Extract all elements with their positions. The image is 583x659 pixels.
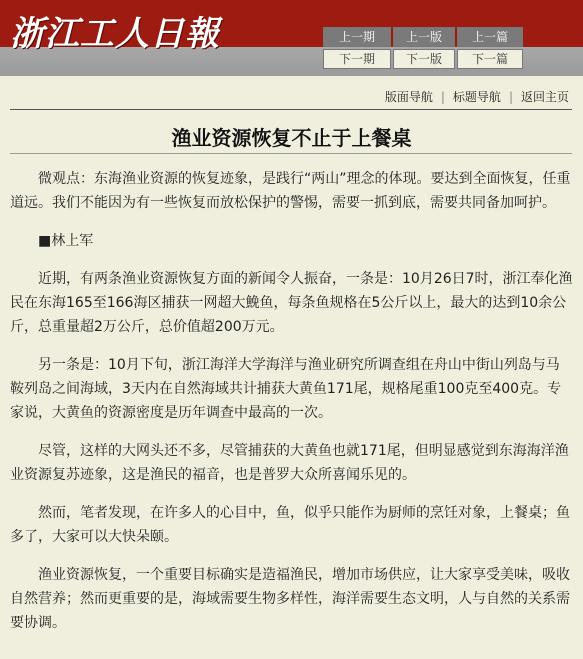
prev-issue-button[interactable]: 上一期 xyxy=(323,27,391,47)
issue-navigation xyxy=(323,27,523,71)
next-issue-button[interactable]: 下一期 xyxy=(323,49,391,69)
divider: | xyxy=(440,89,445,104)
prev-article-button[interactable]: 上一篇 xyxy=(457,27,523,47)
prev-page-button[interactable]: 上一版 xyxy=(393,27,455,47)
quick-links xyxy=(385,88,569,105)
title-nav-link[interactable]: 标题导航 xyxy=(452,90,501,104)
article-title: 渔业资源恢复不止于上餐桌 xyxy=(171,126,412,150)
article-body xyxy=(10,167,573,649)
article-paragraph: 近期，有两条渔业资源恢复方面的新闻令人振奋，一条是：10月26日7时，浙江奉化渔民在东海165至166海区捕获一网超大鮸鱼，每条鱼规格在5公斤以上，最大的达到10余公斤，总重量超2万公斤，总价值超200万元。 xyxy=(10,271,573,335)
newspaper-logo: 浙江工人日報 xyxy=(10,14,220,54)
article-paragraph: 另一条是：10月下旬，浙江海洋大学海洋与渔业研究所调查组在舟山中街山列岛与马鞍列岛之间海域，3天内在自然海域共计捕获大黄鱼171尾，规格尾重100克至400克。专家说，大黄鱼的资源密度是历年调查中最高的一次。 xyxy=(10,357,562,421)
next-page-button[interactable]: 下一版 xyxy=(393,49,455,69)
article-paragraph: 尽管，这样的大网头还不多，尽管捕获的大黄鱼也就171尾，但明显感觉到东海海洋渔业资源复苏迹象，这是渔民的福音，也是普罗大众所喜闻乐见的。 xyxy=(10,443,569,483)
article-paragraph: 微观点：东海渔业资源的恢复迹象，是践行“两山”理念的体现。要达到全面恢复，任重道远。我们不能因为有一些恢复而放松保护的警惕，需要一抓到底，需要共同备加呵护。 xyxy=(10,171,571,211)
header-divider xyxy=(10,109,572,110)
article-paragraph: 渔业资源恢复，一个重要目标确实是造福渔民，增加市场供应，让大家享受美味，吸收自然营养；然而更重要的是，海域需要生物多样性，海洋需要生态文明，人与自然的关系需要协调。 xyxy=(10,567,570,631)
author-byline: ■林上军 xyxy=(38,233,94,249)
layout-nav-link[interactable]: 版面导航 xyxy=(384,90,433,104)
title-divider xyxy=(10,153,572,154)
next-article-button[interactable]: 下一篇 xyxy=(457,49,523,69)
home-link[interactable]: 返回主页 xyxy=(520,90,569,104)
masthead xyxy=(0,0,583,76)
divider: | xyxy=(508,89,513,104)
article-paragraph: 然而，笔者发现，在许多人的心目中，鱼，似乎只能作为厨师的烹饪对象，上餐桌；鱼多了，大家可以大快朵颐。 xyxy=(10,505,570,545)
